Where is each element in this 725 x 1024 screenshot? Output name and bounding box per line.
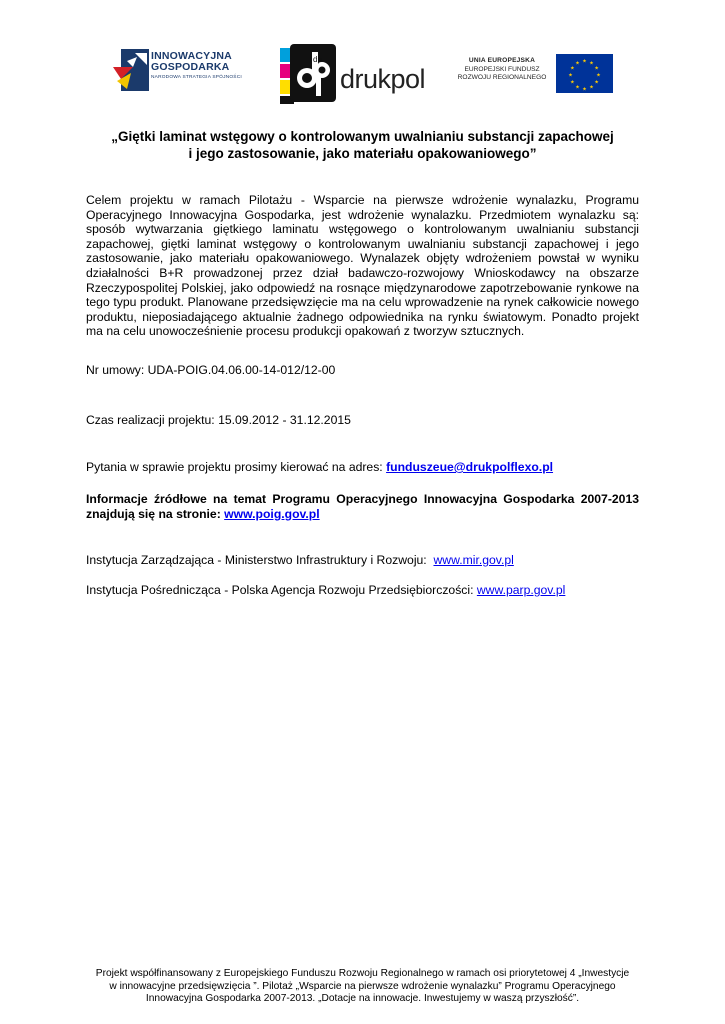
eu-line1: UNIA EUROPEJSKA [468, 57, 536, 64]
svg-text:★: ★ [582, 86, 587, 93]
footer-note [70, 968, 655, 1006]
svg-text:★: ★ [568, 72, 573, 79]
info-paragraph [86, 492, 639, 521]
info-text: Informacje źródłowe na temat Programu Operacyjnego Innowacyjna Gospodarka 2007-2013 znajdują się na stronie: [86, 492, 639, 521]
svg-text:★: ★ [589, 84, 594, 91]
ig-line2: GOSPODARKA [151, 61, 230, 73]
title-line1: „Giętki laminat wstęgowy o kontrolowanym uwalnianiu substancji zapachowej [111, 129, 614, 144]
logo-bar [0, 40, 725, 110]
managing-institution [86, 553, 639, 568]
drukpol-logo [278, 42, 438, 106]
svg-text:★: ★ [594, 79, 599, 86]
drukpol-mark-icon [278, 42, 340, 106]
page-title [86, 128, 639, 162]
eu-flag-icon [556, 54, 613, 93]
eu-logo [445, 54, 615, 102]
parp-website-link[interactable]: www.parp.gov.pl [476, 583, 566, 597]
svg-text:★: ★ [594, 65, 599, 72]
svg-text:★: ★ [570, 65, 575, 72]
intermediate-institution-text: Instytucja Pośrednicząca - Polska Agencja Rozwoju Przedsiębiorczości: [86, 583, 477, 597]
footer-line3: Innowacyjna Gospodarka 2007-2013. „Dotacje na innowacje. Inwestujemy w waszą przyszłość”. [145, 993, 580, 1005]
footer-line2: w innowacyjne przedsięwzięcia ”. Pilotaż „Wsparcie na pierwsze wdrożenie wynalazku” Programu Operacyjnego [109, 980, 616, 992]
mir-website-link[interactable]: www.mir.gov.pl [433, 553, 514, 567]
questions-paragraph [86, 460, 639, 475]
project-description: Celem projektu w ramach Pilotażu - Wsparcie na pierwsze wdrożenie wynalazku, Programu Operacyjnego Innowacyjna Gospodarka, jest wdrożenie wynalazku. Przedmiotem wynalazku są: sposób wytwarzania giętkiego laminatu wstęgowego o kontrolowanym uwalnianiu substancji zapachowej, giętki laminat wstęgowy o kontrolowanym uwalnianiu substancji zapachowej i jego zastosowanie, jako materiału opakowaniowego. Wynalazek objęty wdrożeniem powstał w wyniku działalności B+R prowadzonej przez dział badawczo-rozwojowy Wnioskodawcy na obszarze Rzeczypospolitej Polskiej, jako odpowiedź na rosnące międzynarodowe zapotrzebowanie rynkowe na tego typu produkt. Planowane przedsięwzięcie ma na celu wprowadzenie na rynek całkowicie nowego produktu, nieposiadającego aktualnie żadnego odpowiednika na rynku światowym. Ponadto projekt ma na celu unowocześnienie procesu produkcji opakowań z tworzyw sztucznych. [86, 193, 639, 339]
project-duration: Czas realizacji projektu: 15.09.2012 - 31.12.2015 [86, 413, 351, 427]
ig-subtitle: NARODOWA STRATEGIA SPÓJNOŚCI [151, 75, 242, 80]
svg-text:★: ★ [596, 72, 601, 79]
footer-line1: Projekt współfinansowany z Europejskiego Funduszu Rozwoju Regionalnego w ramach osi priorytetowej 4 „Inwestycje [95, 968, 630, 979]
intermediate-institution [86, 583, 639, 598]
svg-text:★: ★ [570, 79, 575, 86]
poig-website-link[interactable]: www.poig.gov.pl [224, 506, 320, 521]
contract-number: Nr umowy: UDA-POIG.04.06.00-14-012/12-00 [86, 363, 336, 377]
svg-text:★: ★ [575, 84, 580, 91]
eu-line3: ROZWOJU REGIONALNEGO [457, 74, 547, 81]
innowacyjna-gospodarka-logo [113, 45, 253, 95]
drukpol-mark-text: dp [313, 55, 322, 64]
svg-text:★: ★ [582, 58, 587, 65]
ig-emblem-icon [113, 47, 153, 93]
svg-text:★: ★ [589, 60, 594, 67]
questions-text: Pytania w sprawie projektu prosimy kierować na adres: [86, 460, 387, 474]
eu-line2: EUROPEJSKI FUNDUSZ [464, 65, 540, 73]
ig-line1: INNOWACYJNA [151, 50, 232, 62]
managing-institution-text: Instytucja Zarządzająca - Ministerstwo Infrastruktury i Rozwoju: [86, 553, 427, 567]
svg-text:★: ★ [575, 60, 580, 67]
drukpol-wordmark: drukpol [340, 64, 426, 94]
title-line2: i jego zastosowanie, jako materiału opakowaniowego” [188, 146, 537, 161]
contact-email-link[interactable]: funduszeue@drukpolflexo.pl [386, 460, 554, 474]
